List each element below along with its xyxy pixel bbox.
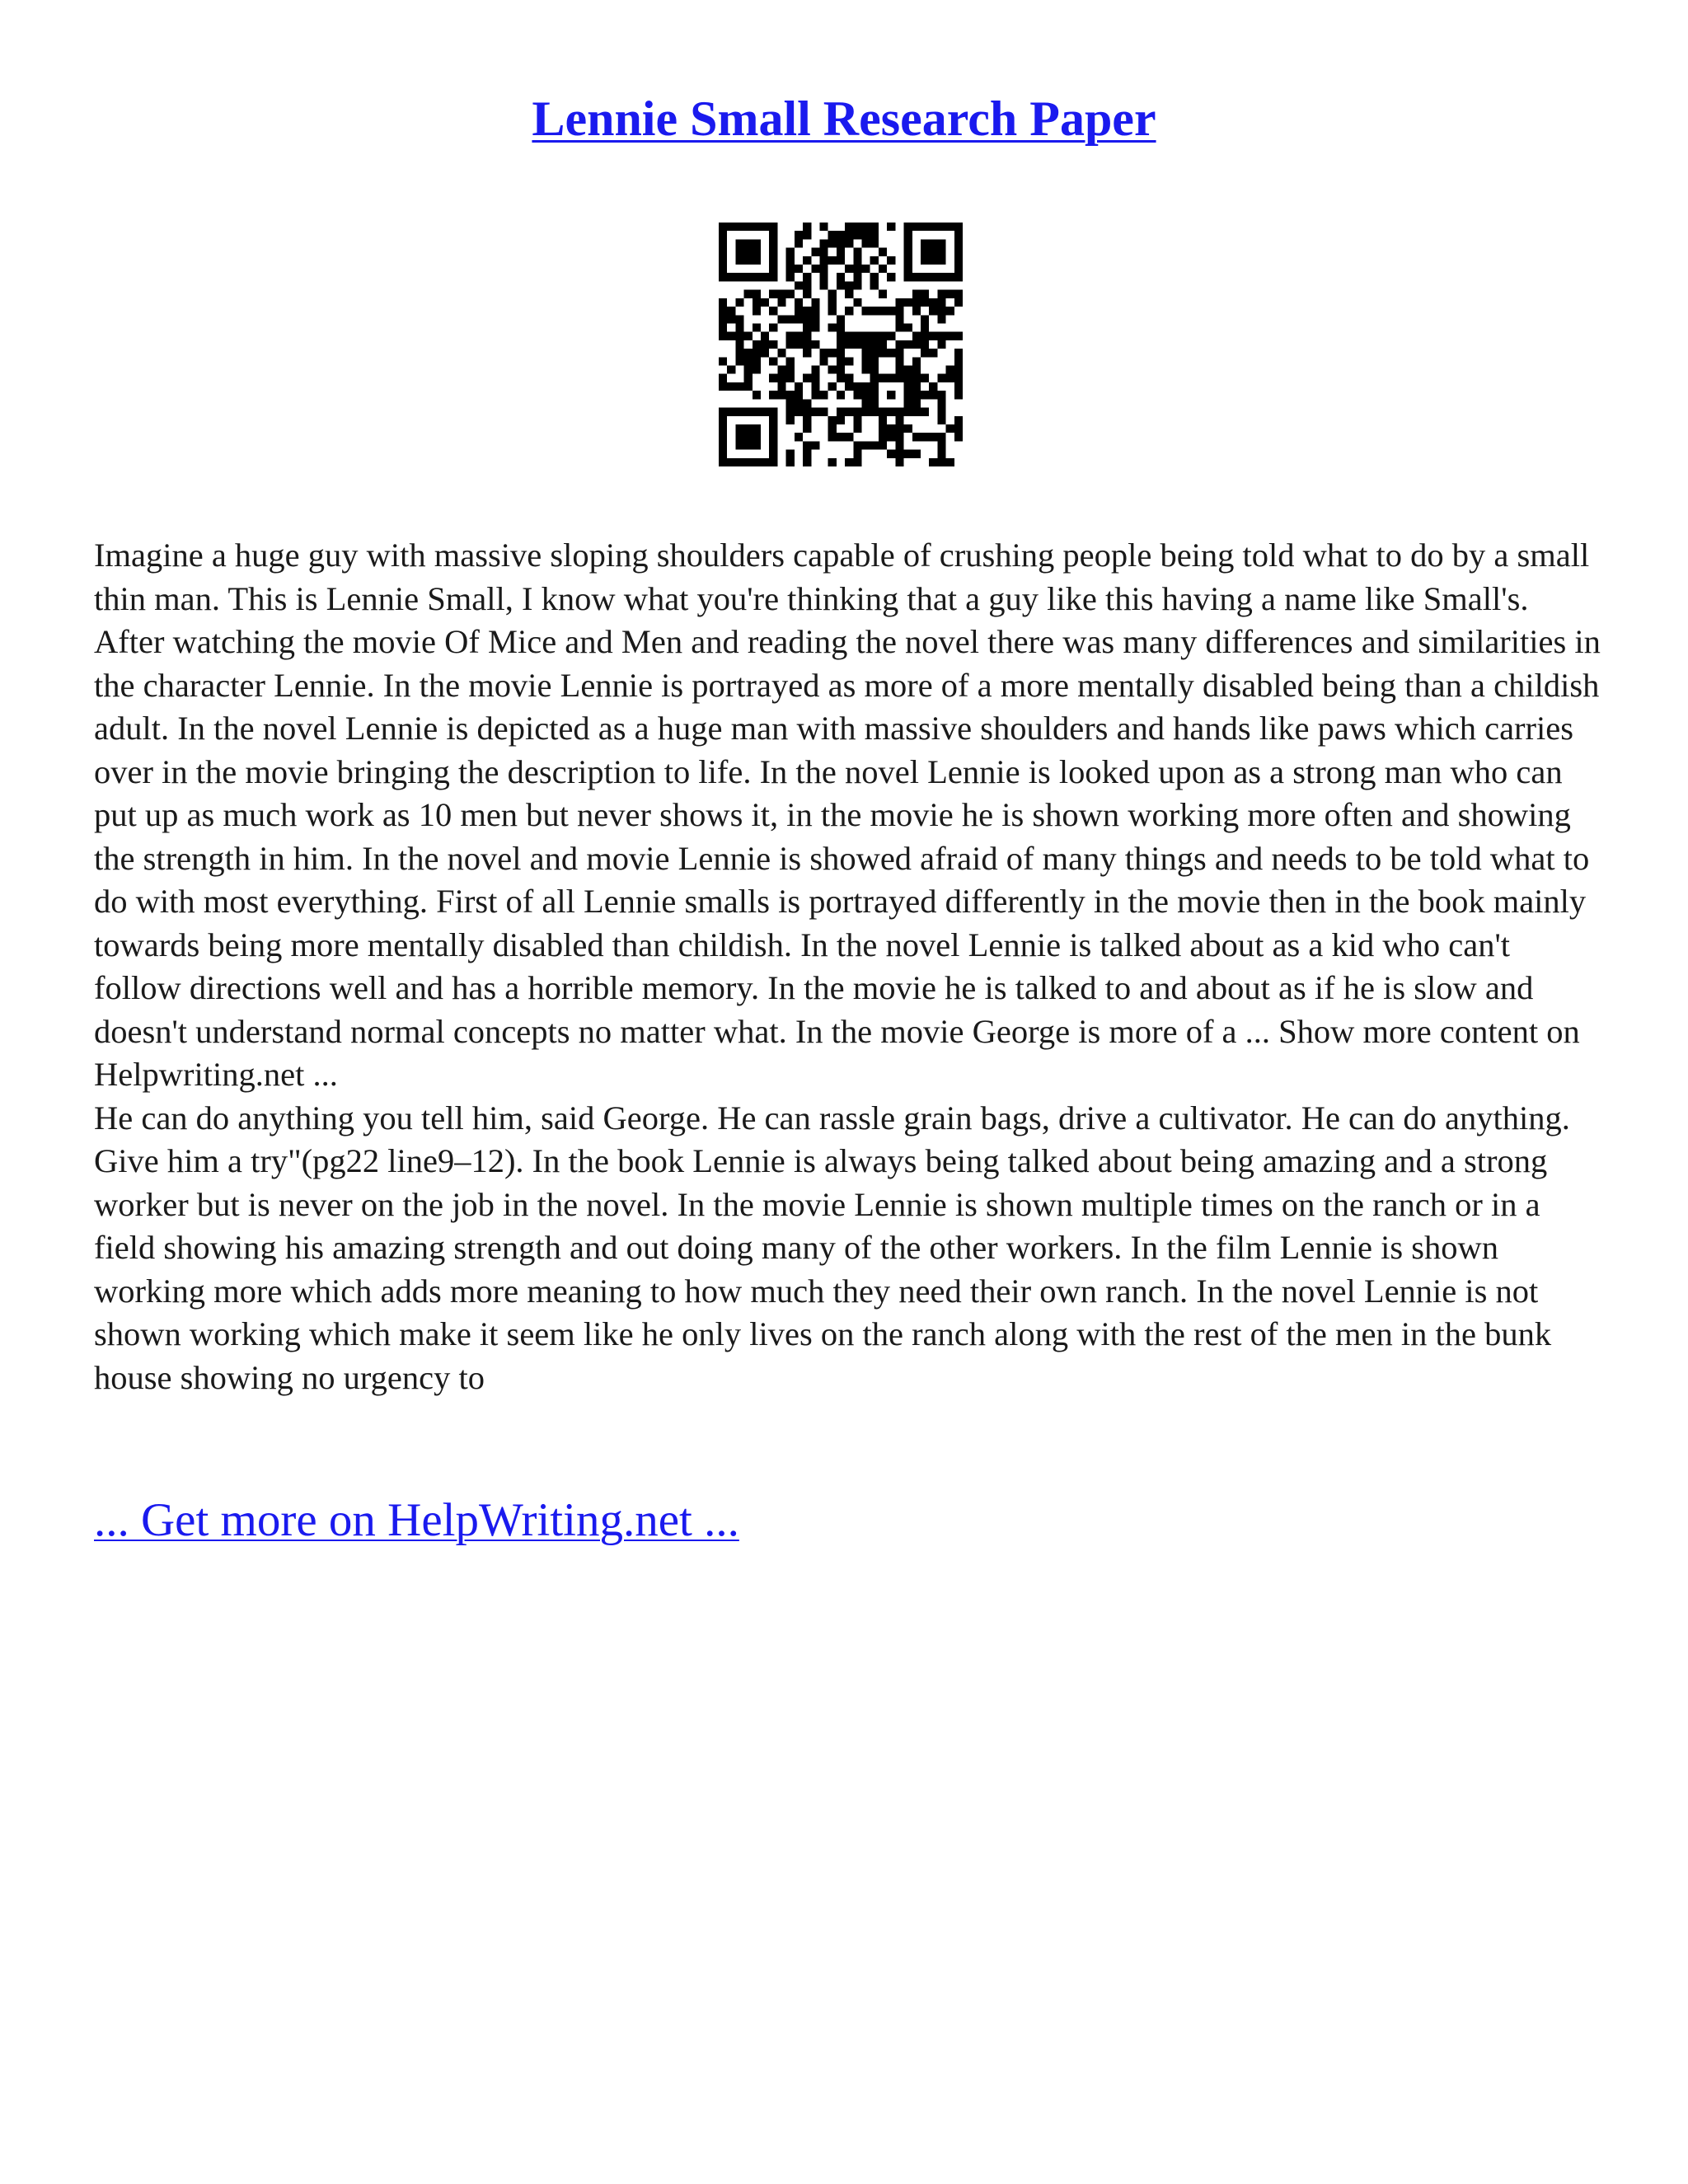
article-body bbox=[94, 534, 1602, 1399]
qr-code-image bbox=[719, 223, 963, 466]
page-title-link[interactable]: Lennie Small Research Paper bbox=[532, 91, 1156, 146]
get-more-link[interactable]: ... Get more on HelpWriting.net ... bbox=[94, 1494, 739, 1546]
article-paragraph-2: He can do anything you tell him, said George. He can rassle grain bags, drive a cultivator. He can do anything. Give him a try"(pg22 line9–12). In the book Lennie is always being talked about being amazing and a strong worker but is never on the job in the novel. In the movie Lennie is shown multiple times on the ranch or in a field showing his amazing strength and out doing many of the other workers. In the film Lennie is shown working more which adds more meaning to how much they need their own ranch. In the novel Lennie is not shown working which make it seem like he only lives on the ranch along with the rest of the men in the bunk house showing no urgency to bbox=[94, 1099, 1570, 1396]
more-link-container bbox=[94, 1492, 739, 1549]
title-container bbox=[0, 89, 1688, 148]
article-paragraph-1: Imagine a huge guy with massive sloping shoulders capable of crushing people being told what to do by a small thin man. This is Lennie Small, I know what you're thinking that a guy like this having a name like Small's. After watching the movie Of Mice and Men and reading the novel there was many differences and similarities in the character Lennie. In the movie Lennie is portrayed as more of a more mentally disabled being than a childish adult. In the novel Lennie is depicted as a huge man with massive shoulders and hands like paws which carries over in the movie bringing the description to life. In the novel Lennie is looked upon as a strong man who can put up as much work as 10 men but never shows it, in the movie he is shown working more often and showing the strength in him. In the novel and movie Lennie is showed afraid of many things and needs to be told what to do with most everything. First of all Lennie smalls is portrayed differently in the movie then in the book mainly towards being more mentally disabled than childish. In the novel Lennie is talked about as a kid who can't follow directions well and has a horrible memory. In the movie he is talked to and about as if he is slow and doesn't understand normal concepts no matter what. In the movie George is more of a ... Show more content on Helpwriting.net ... bbox=[94, 537, 1601, 1093]
